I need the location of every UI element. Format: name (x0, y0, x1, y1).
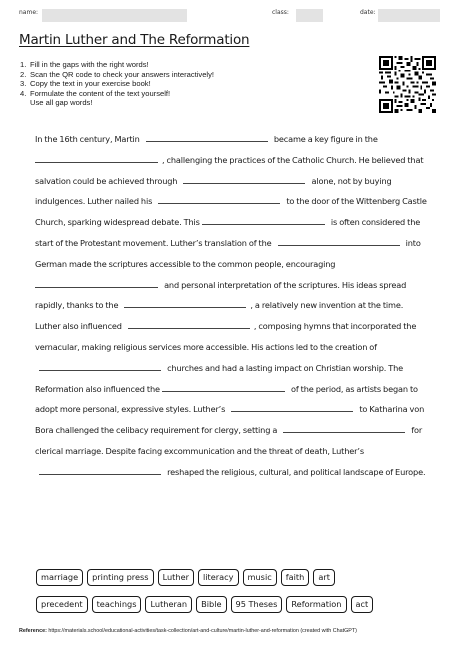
word-chip[interactable]: precedent (36, 596, 88, 613)
name-label: name: (19, 9, 39, 16)
cloze-text (35, 129, 430, 483)
gap-5[interactable] (202, 217, 325, 225)
gap-6[interactable] (278, 238, 400, 246)
word-chip[interactable]: faith (281, 569, 310, 586)
gap-1[interactable] (146, 134, 268, 142)
word-bank-row (36, 596, 426, 613)
text-segment: for clerical marriage. Despite facing excommunication and the threat of death, Luther’s (35, 425, 423, 456)
text-segment: , composing hymns that incorporated the vernacular, making religious services more accessible. His actions led to the creation of (35, 321, 417, 352)
gap-7[interactable] (35, 280, 158, 288)
gap-4[interactable] (158, 196, 280, 204)
text-segment: into German made the scriptures accessible to the common people, encouraging (35, 237, 421, 269)
text-segment: is often considered the start of the Protestant movement. Luther’s translation of the (35, 217, 421, 248)
qr-code-icon[interactable] (379, 56, 436, 113)
name-field[interactable] (42, 9, 187, 22)
word-chip[interactable]: Lutheran (145, 596, 192, 613)
word-chip[interactable]: art (313, 569, 335, 586)
instruction-item: 1. Fill in the gaps with the right words! (20, 60, 149, 69)
text-segment: alone, not by buying indulgences. Luther nailed his (35, 175, 392, 207)
date-field[interactable] (378, 9, 440, 22)
word-chip[interactable]: Luther (158, 569, 194, 586)
text-segment: became a key figure in the (273, 134, 378, 144)
date-label: date: (360, 9, 376, 16)
text-segment: to Katharina von Bora challenged the celibacy requirement for clergy, setting a (35, 404, 425, 436)
word-chip[interactable]: act (351, 596, 374, 613)
text-segment: , challenging the practices of the Catholic Church. He believed that salvation could be achieved through (35, 154, 424, 186)
word-chip[interactable]: marriage (36, 569, 83, 586)
gap-13[interactable] (283, 425, 405, 433)
text-segment: to the door of the Wittenberg Castle Church, sparking widespread debate. This (35, 196, 427, 228)
reference-line (19, 628, 357, 634)
instruction-item: Use all gap words! (30, 98, 93, 108)
gap-2[interactable] (35, 155, 158, 163)
instruction-item: 3. Copy the text in your exercise book! (20, 79, 151, 89)
instruction-item: 4. Formulate the content of the text yourself! (20, 88, 171, 98)
gap-8[interactable] (124, 300, 246, 308)
text-segment: and personal interpretation of the scriptures. His ideas spread rapidly, thanks to the (35, 279, 407, 311)
text-segment: reshaped the religious, cultural, and political landscape of Europe. (167, 466, 426, 477)
gap-9[interactable] (128, 321, 250, 329)
word-chip[interactable]: 95 Theses (231, 596, 283, 613)
word-chip[interactable]: music (243, 569, 277, 586)
word-bank-row (36, 569, 426, 586)
word-chip[interactable]: Bible (196, 596, 226, 613)
instructions-list (20, 60, 214, 108)
reference-link[interactable]: https://materials.school/educational-activities/task-collection/art-and-culture/martin-luther-and-reformation (created with ChatGPT) (48, 628, 357, 634)
instruction-item: 2. Scan the QR code to check your answers interactively! (20, 69, 215, 79)
text-segment: churches and had a lasting impact on Christian worship. The Reformation also influenced the (35, 362, 404, 394)
word-chip[interactable]: literacy (198, 569, 239, 586)
word-chip[interactable]: printing press (87, 569, 153, 586)
gap-3[interactable] (183, 176, 305, 184)
gap-10[interactable] (39, 363, 161, 371)
word-chip[interactable]: teachings (92, 596, 142, 613)
text-segment: In the 16th century, Martin (35, 134, 140, 144)
gap-12[interactable] (231, 404, 353, 412)
text-segment: , a relatively new invention at the time. Luther also influenced (35, 300, 404, 332)
worksheet-title: Martin Luther and The Reformation (19, 32, 250, 48)
gap-14[interactable] (39, 467, 161, 475)
text-segment: of the period, as artists began to adopt more personal, expressive styles. Luther’s (35, 383, 418, 415)
class-label: class: (272, 9, 289, 16)
reference-label: Reference: (19, 628, 47, 634)
class-field[interactable] (296, 9, 323, 22)
word-chip[interactable]: Reformation (286, 596, 346, 613)
gap-11[interactable] (162, 384, 285, 392)
